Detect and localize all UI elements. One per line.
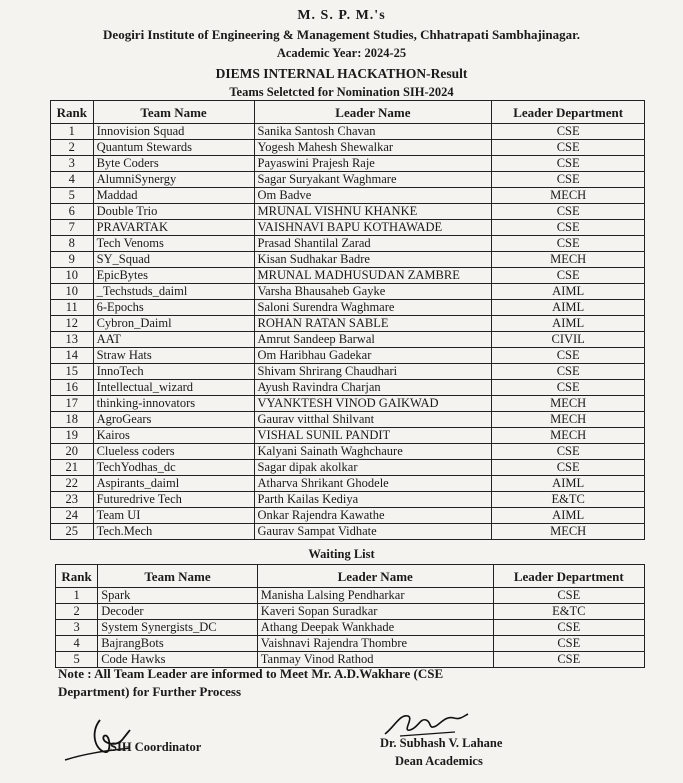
team-name-cell: 6-Epochs	[93, 300, 254, 316]
dean-signature	[380, 706, 470, 740]
table-row	[56, 588, 645, 604]
rank-cell: 16	[51, 380, 94, 396]
team-name-cell: Code Hawks	[98, 652, 258, 668]
team-name-cell: Intellectual_wizard	[93, 380, 254, 396]
department-cell: AIML	[492, 508, 645, 524]
department-cell: CSE	[493, 636, 644, 652]
rank-cell: 5	[56, 652, 98, 668]
table-row	[51, 316, 645, 332]
department-cell: MECH	[492, 412, 645, 428]
table-row	[51, 444, 645, 460]
rank-cell: 2	[56, 604, 98, 620]
table-row	[51, 188, 645, 204]
department-cell: AIML	[492, 316, 645, 332]
leader-name-cell: VYANKTESH VINOD GAIKWAD	[254, 396, 492, 412]
department-cell: E&TC	[493, 604, 644, 620]
rank-cell: 19	[51, 428, 94, 444]
rank-cell: 15	[51, 364, 94, 380]
department-cell: MECH	[492, 396, 645, 412]
leader-name-cell: VAISHNAVI BAPU KOTHAWADE	[254, 220, 492, 236]
rank-cell: 21	[51, 460, 94, 476]
rank-cell: 6	[51, 204, 94, 220]
rank-cell: 14	[51, 348, 94, 364]
leader-name-cell: Gaurav vitthal Shilvant	[254, 412, 492, 428]
table-row	[51, 268, 645, 284]
rank-cell: 9	[51, 252, 94, 268]
leader-name-cell: Sanika Santosh Chavan	[254, 124, 492, 140]
team-name-cell: Straw Hats	[93, 348, 254, 364]
table-row	[56, 620, 645, 636]
rank-cell: 8	[51, 236, 94, 252]
department-cell: CSE	[492, 444, 645, 460]
leader-name-cell: Kaveri Sopan Suradkar	[257, 604, 493, 620]
department-cell: CSE	[492, 204, 645, 220]
team-name-cell: Decoder	[98, 604, 258, 620]
team-name-cell: _Techstuds_daiml	[93, 284, 254, 300]
rank-cell: 25	[51, 524, 94, 540]
leader-name-cell: Om Badve	[254, 188, 492, 204]
rank-cell: 1	[51, 124, 94, 140]
col-leader: Leader Name	[254, 101, 492, 124]
department-cell: CSE	[492, 156, 645, 172]
department-cell: CSE	[493, 588, 644, 604]
leader-name-cell: Yogesh Mahesh Shewalkar	[254, 140, 492, 156]
leader-name-cell: Saloni Surendra Waghmare	[254, 300, 492, 316]
rank-cell: 3	[56, 620, 98, 636]
table-row	[56, 604, 645, 620]
rank-cell: 12	[51, 316, 94, 332]
team-name-cell: Spark	[98, 588, 258, 604]
department-cell: CSE	[492, 460, 645, 476]
team-name-cell: Cybron_Daiml	[93, 316, 254, 332]
department-cell: E&TC	[492, 492, 645, 508]
team-name-cell: EpicBytes	[93, 268, 254, 284]
leader-name-cell: Sagar Suryakant Waghmare	[254, 172, 492, 188]
department-cell: CSE	[492, 124, 645, 140]
table-row	[51, 332, 645, 348]
department-cell: MECH	[492, 428, 645, 444]
team-name-cell: thinking-innovators	[93, 396, 254, 412]
rank-cell: 23	[51, 492, 94, 508]
department-cell: CSE	[493, 620, 644, 636]
leader-name-cell: Varsha Bhausaheb Gayke	[254, 284, 492, 300]
team-name-cell: Byte Coders	[93, 156, 254, 172]
col-rank: Rank	[56, 565, 98, 588]
leader-name-cell: VISHAL SUNIL PANDIT	[254, 428, 492, 444]
team-name-cell: Tech.Mech	[93, 524, 254, 540]
rank-cell: 13	[51, 332, 94, 348]
team-name-cell: Clueless coders	[93, 444, 254, 460]
department-cell: CSE	[492, 220, 645, 236]
rank-cell: 3	[51, 156, 94, 172]
leader-name-cell: ROHAN RATAN SABLE	[254, 316, 492, 332]
team-name-cell: TechYodhas_dc	[93, 460, 254, 476]
leader-name-cell: MRUNAL MADHUSUDAN ZAMBRE	[254, 268, 492, 284]
dean-title: Dean Academics	[395, 754, 483, 768]
table-row	[51, 508, 645, 524]
table-row	[51, 284, 645, 300]
leader-name-cell: Atharva Shrikant Ghodele	[254, 476, 492, 492]
leader-name-cell: Parth Kailas Kediya	[254, 492, 492, 508]
note-text: Note : All Team Leader are informed to Meet Mr. A.D.Wakhare (CSE Department) for Further Process	[58, 666, 444, 699]
department-cell: AIML	[492, 476, 645, 492]
department-cell: AIML	[492, 300, 645, 316]
rank-cell: 18	[51, 412, 94, 428]
rank-cell: 10	[51, 284, 94, 300]
col-team: Team Name	[93, 101, 254, 124]
department-cell: CSE	[492, 140, 645, 156]
team-name-cell: AAT	[93, 332, 254, 348]
waiting-list-title: Waiting List	[308, 547, 375, 561]
table-header-row	[56, 565, 645, 588]
team-name-cell: Quantum Stewards	[93, 140, 254, 156]
leader-name-cell: Payaswini Prajesh Raje	[254, 156, 492, 172]
leader-name-cell: Kisan Sudhakar Badre	[254, 252, 492, 268]
team-name-cell: Maddad	[93, 188, 254, 204]
leader-name-cell: Tanmay Vinod Rathod	[257, 652, 493, 668]
coordinator-title: SIH Coordinator	[110, 740, 202, 754]
department-cell: CSE	[492, 380, 645, 396]
department-cell: CSE	[492, 236, 645, 252]
leader-name-cell: MRUNAL VISHNU KHANKE	[254, 204, 492, 220]
leader-name-cell: Kalyani Sainath Waghchaure	[254, 444, 492, 460]
rank-cell: 22	[51, 476, 94, 492]
table-row	[51, 476, 645, 492]
table-row	[51, 428, 645, 444]
table-row	[51, 124, 645, 140]
table-row	[51, 348, 645, 364]
team-name-cell: Team UI	[93, 508, 254, 524]
institute-name: Deogiri Institute of Engineering & Management Studies, Chhatrapati Sambhajinagar.	[103, 27, 580, 42]
department-cell: MECH	[492, 252, 645, 268]
table-header-row	[51, 101, 645, 124]
leader-name-cell: Manisha Lalsing Pendharkar	[257, 588, 493, 604]
rank-cell: 10	[51, 268, 94, 284]
department-cell: AIML	[492, 284, 645, 300]
team-name-cell: Aspirants_daiml	[93, 476, 254, 492]
team-name-cell: AgroGears	[93, 412, 254, 428]
table-row	[51, 252, 645, 268]
table-row	[51, 396, 645, 412]
team-name-cell: Innovision Squad	[93, 124, 254, 140]
department-cell: CSE	[493, 652, 644, 668]
rank-cell: 2	[51, 140, 94, 156]
leader-name-cell: Shivam Shrirang Chaudhari	[254, 364, 492, 380]
table-row	[51, 236, 645, 252]
department-cell: CSE	[492, 364, 645, 380]
rank-cell: 4	[56, 636, 98, 652]
col-rank: Rank	[51, 101, 94, 124]
team-name-cell: Tech Venoms	[93, 236, 254, 252]
leader-name-cell: Athang Deepak Wankhade	[257, 620, 493, 636]
leader-name-cell: Om Haribhau Gadekar	[254, 348, 492, 364]
rank-cell: 5	[51, 188, 94, 204]
col-leader: Leader Name	[257, 565, 493, 588]
department-cell: CSE	[492, 268, 645, 284]
table-row	[51, 156, 645, 172]
team-name-cell: System Synergists_DC	[98, 620, 258, 636]
academic-year: Academic Year: 2024-25	[276, 46, 407, 60]
leader-name-cell: Vaishnavi Rajendra Thombre	[257, 636, 493, 652]
dean-name: Dr. Subhash V. Lahane	[380, 736, 503, 750]
table-row	[51, 412, 645, 428]
col-dept: Leader Department	[493, 565, 644, 588]
team-name-cell: InnoTech	[93, 364, 254, 380]
rank-cell: 17	[51, 396, 94, 412]
leader-name-cell: Onkar Rajendra Kawathe	[254, 508, 492, 524]
rank-cell: 1	[56, 588, 98, 604]
team-name-cell: BajrangBots	[98, 636, 258, 652]
table-row	[51, 140, 645, 156]
table-row	[51, 364, 645, 380]
team-name-cell: Double Trio	[93, 204, 254, 220]
department-cell: CSE	[492, 172, 645, 188]
team-name-cell: PRAVARTAK	[93, 220, 254, 236]
nominated-teams-table	[50, 100, 645, 540]
department-cell: CSE	[492, 348, 645, 364]
page-title: DIEMS INTERNAL HACKATHON-Result	[215, 66, 468, 81]
department-cell: MECH	[492, 524, 645, 540]
col-team: Team Name	[98, 565, 258, 588]
waiting-list-table	[55, 564, 645, 668]
department-cell: MECH	[492, 188, 645, 204]
table-row	[51, 524, 645, 540]
col-dept: Leader Department	[492, 101, 645, 124]
rank-cell: 4	[51, 172, 94, 188]
org-name: M. S. P. M.'s	[297, 8, 386, 23]
rank-cell: 11	[51, 300, 94, 316]
team-name-cell: SY_Squad	[93, 252, 254, 268]
rank-cell: 24	[51, 508, 94, 524]
team-name-cell: Kairos	[93, 428, 254, 444]
table-row	[51, 204, 645, 220]
team-name-cell: Futuredrive Tech	[93, 492, 254, 508]
department-cell: CIVIL	[492, 332, 645, 348]
table-row	[56, 636, 645, 652]
table-row	[51, 220, 645, 236]
leader-name-cell: Prasad Shantilal Zarad	[254, 236, 492, 252]
leader-name-cell: Amrut Sandeep Barwal	[254, 332, 492, 348]
table-row	[51, 460, 645, 476]
team-name-cell: AlumniSynergy	[93, 172, 254, 188]
table-row	[51, 492, 645, 508]
table-row	[51, 380, 645, 396]
table-row	[51, 172, 645, 188]
page-subtitle: Teams Seletcted for Nomination SIH-2024	[229, 85, 454, 99]
leader-name-cell: Ayush Ravindra Charjan	[254, 380, 492, 396]
table-row	[51, 300, 645, 316]
rank-cell: 20	[51, 444, 94, 460]
leader-name-cell: Gaurav Sampat Vidhate	[254, 524, 492, 540]
rank-cell: 7	[51, 220, 94, 236]
leader-name-cell: Sagar dipak akolkar	[254, 460, 492, 476]
